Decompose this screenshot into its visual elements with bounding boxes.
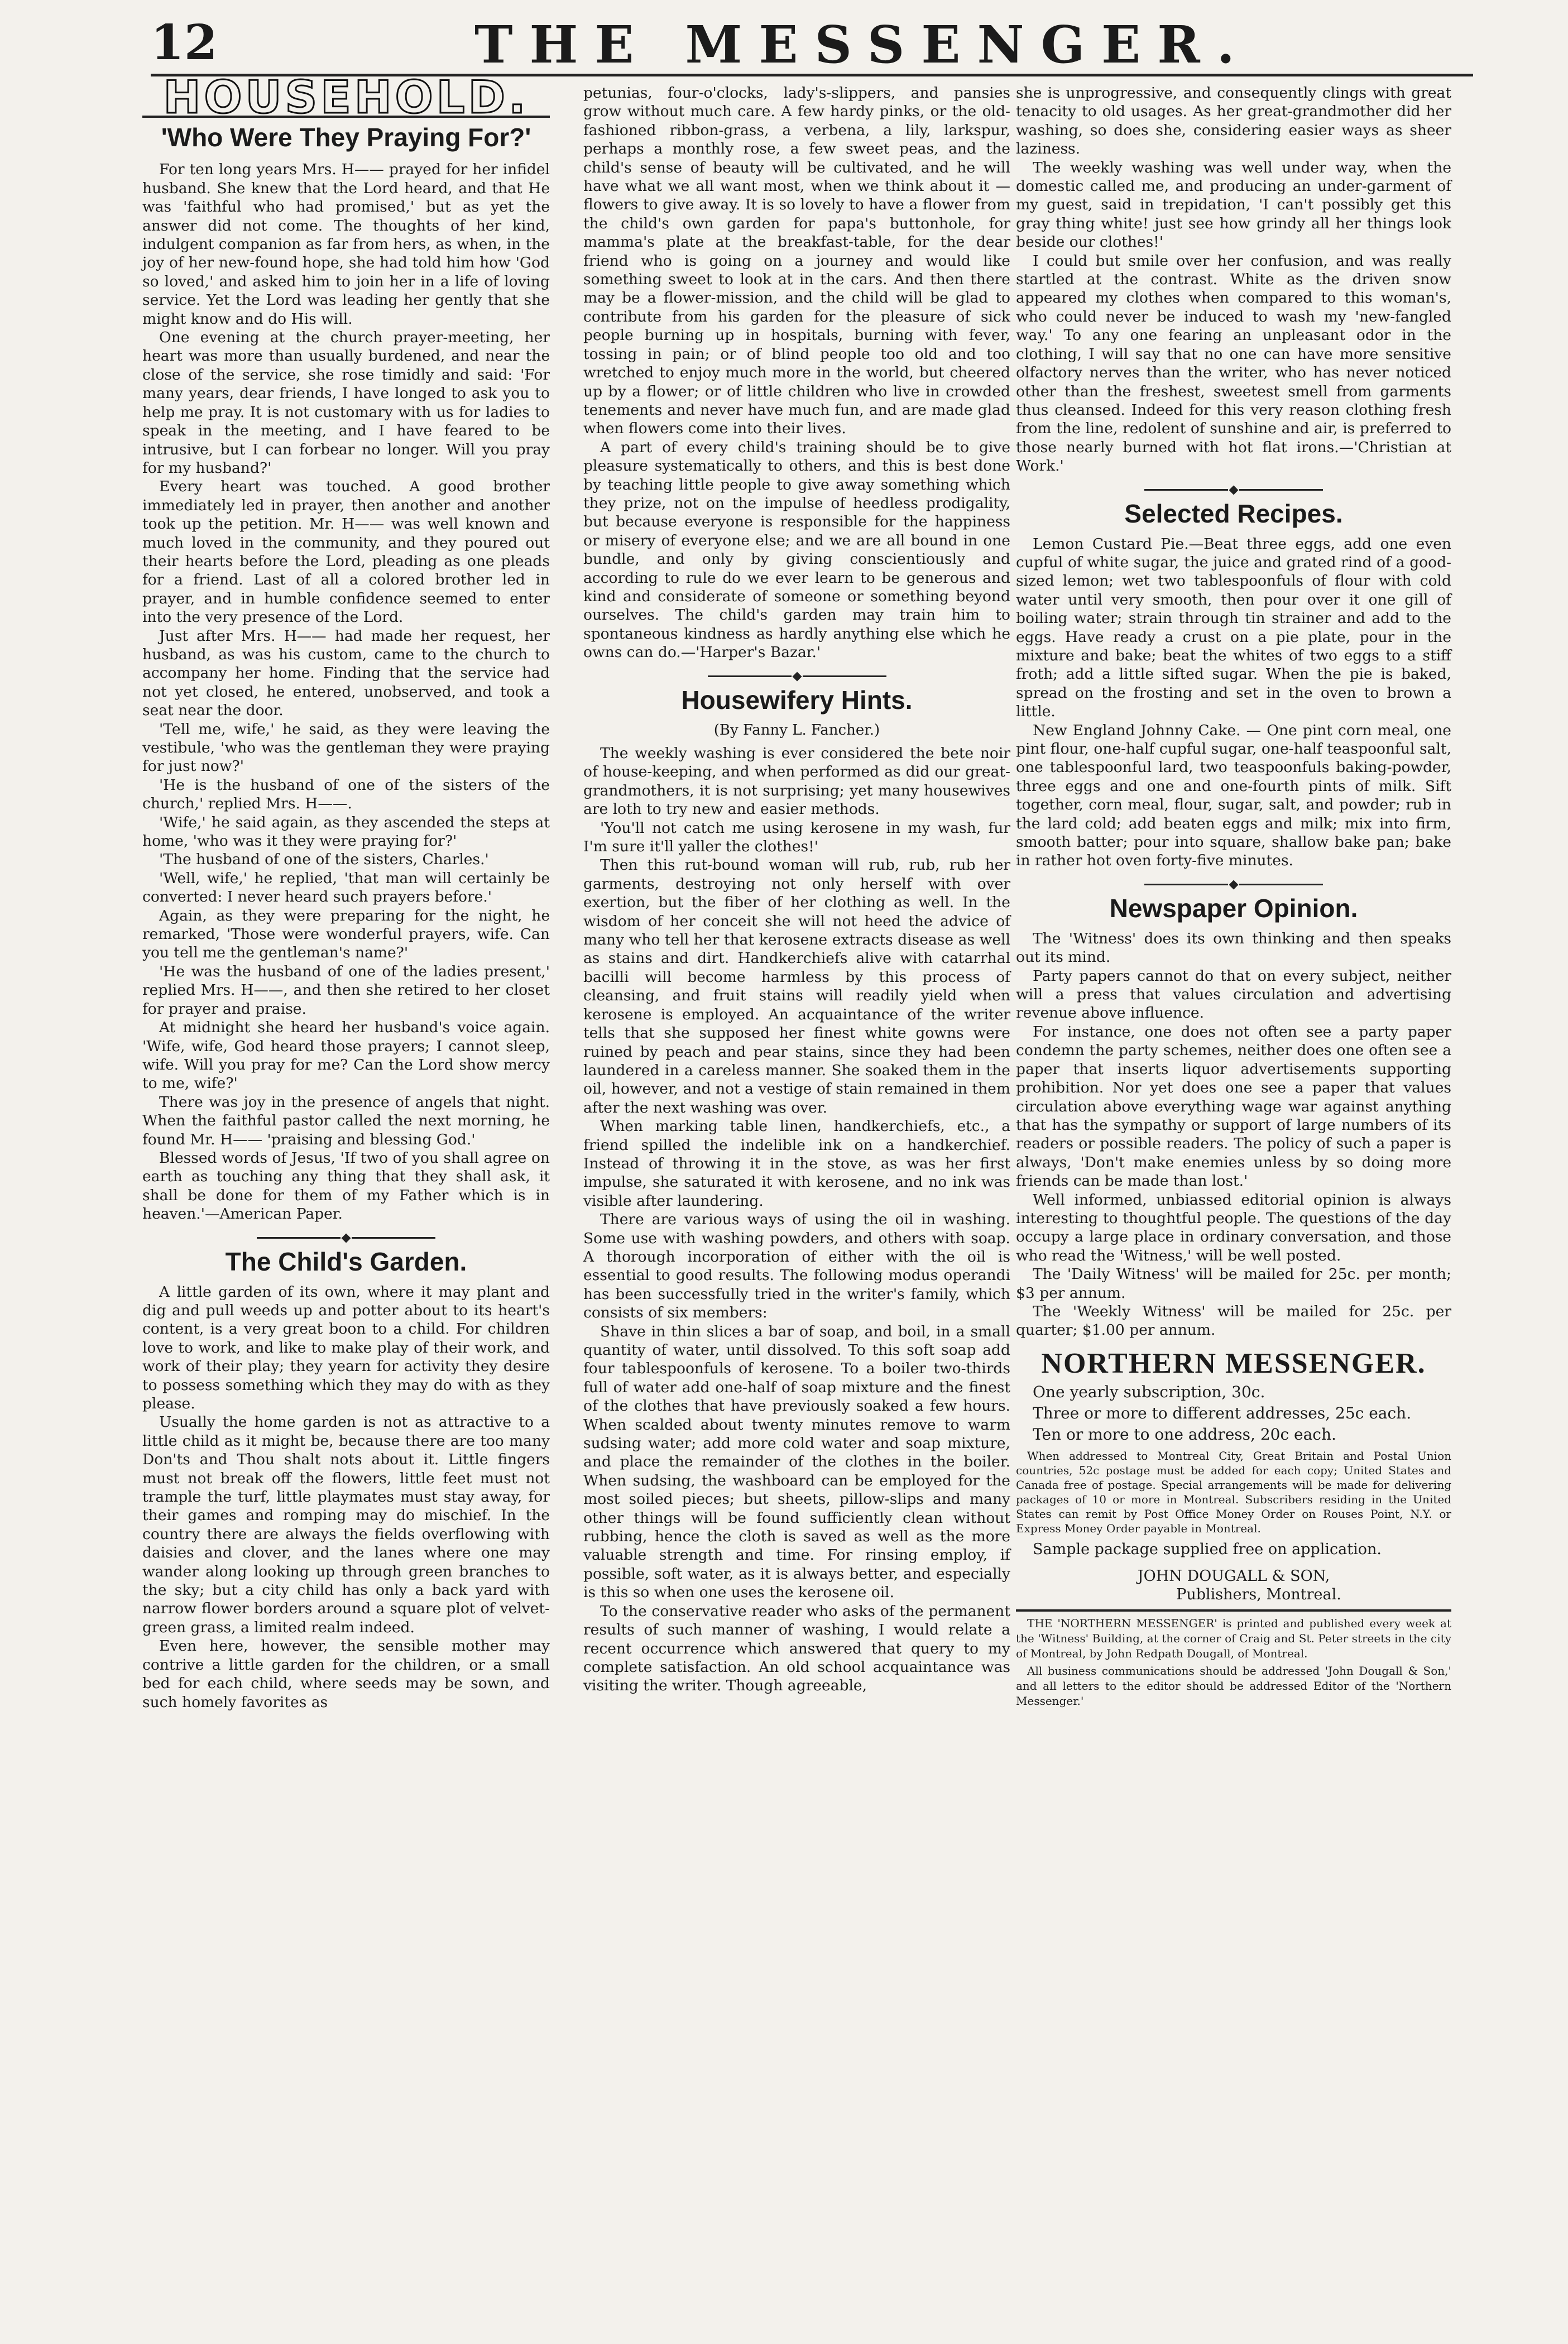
masthead (151, 10, 1473, 75)
postage-notice: When addressed to Montreal City, Great Britain and Postal Union countries, 52c postage must be added for each copy; United States and Canada free of postage. Special arrangements will be made for delivering packages of 10 or more in Montreal. Subscribers residing in the United States can remit by Post Office Money Order on Rouses Point, N.Y. or Express Money Order payable in Montreal. (1016, 1449, 1451, 1536)
divider-ornament (583, 667, 1010, 675)
paragraph: Just after Mrs. H—— had made her request, her husband, as was his custom, came to the church to accompany her home. Finding that the service had not yet closed, he entered, unobserved, and took a seat near the door. (142, 627, 550, 720)
paragraph: A little garden of its own, where it may plant and dig and pull weeds up and potter about to its heart's content, is a very great boon to a child. For children love to work, and like to make play of their work, and work of their play; they yearn for activity they desire to possess something which they may do with as they please. (142, 1283, 550, 1412)
paragraph: For instance, one does not often see a party paper condemn the party schemes, neither does one often see a paper that inserts liquor advertisements supporting prohibition. Nor yet does one see a paper that values circulation above everything wage war against anything that has the sympathy or support of large numbers of its readers or possible readers. The policy of such a paper is always, 'Don't make enemies unless by so doing more friends can be made than lost.' (1016, 1023, 1451, 1190)
paragraph: At midnight she heard her husband's voice again. 'Wife, wife, God heard those prayers; I cannot sleep, wife. Will you pray for me? Can the Lord show mercy to me, wife?' (142, 1019, 550, 1092)
paragraph: 'Well, wife,' he replied, 'that man will certainly be converted: I never heard such prayers before.' (142, 869, 550, 906)
article-body (1016, 535, 1451, 870)
page-number: 12 (151, 15, 218, 71)
paragraph: Again, as they were preparing for the night, he remarked, 'Those were wonderful prayers, wife. Can you tell me the gentleman's name?' (142, 907, 550, 962)
rate-line: Ten or more to one address, 20c each. (1033, 1425, 1336, 1444)
paragraph: A part of every child's training should be to give pleasure systematically to others, and this is best done by teaching little people to give away something which they prize, not on the impulse of heedless prodigality, but because everyone is responsible for the happiness or misery of everyone else; and we are all bound in one bundle, and only by giving conscientiously and according to rule do we ever learn to be generous and kind and considerate of someone or something beyond ourselves. The child's garden may train him to spontaneous kindness as hardly anything else which he owns can do.—'Harper's Bazar.' (583, 438, 1010, 662)
paragraph: When marking table linen, handkerchiefs, etc., a friend spilled the indelible ink on a handkerchief. Instead of throwing it in the stove, as was her first impulse, she saturated it with kerosene, and no ink was visible after laundering. (583, 1118, 1010, 1210)
article-body (142, 1283, 550, 1712)
rate-line: Three or more to different addresses, 25c each. (1033, 1404, 1412, 1423)
divider-ornament (1016, 480, 1451, 489)
paragraph: Even here, however, the sensible mother may contrive a little garden for the children, or a small bed for each child, where seeds may be sown, and such homely favorites as (142, 1637, 550, 1711)
paragraph: 'You'll not catch me using kerosene in my wash, fur I'm sure it'll yaller the clothes!' (583, 819, 1010, 856)
paragraph: The weekly washing is ever considered the bete noir of house-keeping, and when performed as did our great-grandmothers, it is not surprising; yet many housewives are loth to try new and easier methods. (583, 745, 1010, 818)
paragraph: 'Wife,' he said again, as they ascended the steps at home, 'who was it they were praying for?' (142, 813, 550, 850)
paragraph: 'He was the husband of one of the ladies present,' replied Mrs. H——, and then she retired to her closet for prayer and praise. (142, 962, 550, 1018)
imprint-rule (1016, 1609, 1451, 1612)
imprint-notice: THE 'NORTHERN MESSENGER' is printed and published every week at the 'Witness' Building, at the corner of Craig and St. Peter streets in the city of Montreal, by John Redpath Dougall, of Montreal. (1016, 1617, 1451, 1661)
paragraph: Party papers cannot do that on every subject, neither will a press that values circulation and advertising revenue above influence. (1016, 967, 1451, 1022)
paragraph: 'He is the husband of one of the sisters of the church,' replied Mrs. H——. (142, 776, 550, 813)
masthead-title: THE MESSENGER. (474, 15, 1251, 75)
article-title: Newspaper Opinion. (1109, 893, 1358, 923)
article-byline: (By Fanny L. Fancher.) (713, 721, 880, 739)
sample-notice: Sample package supplied free on application. (1033, 1541, 1382, 1559)
article-body (142, 160, 550, 1223)
paragraph: Blessed words of Jesus, 'If two of you shall agree on earth as touching any thing that they shall ask, it shall be done for them of my Father which is in heaven.'—American Paper. (142, 1149, 550, 1223)
business-notice: All business communications should be addressed 'John Dougall & Son,' and all letters to the editor should be addressed Editor of the 'Northern Messenger.' (1016, 1664, 1451, 1708)
paragraph: The 'Witness' does its own thinking and then speaks out its mind. (1016, 929, 1451, 966)
paragraph: There was joy in the presence of angels that night. When the faithful pastor called the next morning, he found Mr. H—— 'praising and blessing God.' (142, 1093, 550, 1148)
paragraph: I could but smile over her confusion, and was really startled at the contrast. White as the driven snow appeared my clothes when compared to this woman's, who could never be induced to wash my 'new-fangled way.' To any one fearing an unpleasant odor in the clothing, I will say that no one can have more sensitive olfactory nerves than the writer, who has never noticed other than the freshest, sweetest smell from garments thus cleansed. Indeed for this very reason clothing fresh from the line, redolent of sunshine and air, is preferred to those nearly burned with hot flat irons.—'Christian at Work.' (1016, 252, 1451, 475)
paragraph: One evening at the church prayer-meeting, her heart was more than usually burdened, and near the close of the service, she rose timidly and said: 'For many years, dear friends, I have longed to ask you to help me pray. It is not customary with us for ladies to speak in the meeting, and I have feared to be intrusive, but I can forbear no longer. Will you pray for my husband?' (142, 329, 550, 477)
paragraph: Well informed, unbiassed editorial opinion is always interesting to thoughtful people. The questions of the day occupy a large place in ordinary conversation, and those who read the 'Witness,' will be well posted. (1016, 1191, 1451, 1264)
article-body (1016, 929, 1451, 1340)
section-title: HOUSEHOLD. (163, 71, 529, 123)
northern-messenger-title: NORTHERN MESSENGER. (1041, 1347, 1426, 1379)
paragraph: The weekly washing was well under way, when the domestic called me, and producing an under-garment of my guest, said in trepidation, 'I can't possibly get this gray thing white! just see how grindy all her things look beside our clothes!' (1016, 159, 1451, 251)
paragraph: To the conservative reader who asks of the permanent results of such manner of washing, I would relate a recent occurrence which answered that query to my complete satisfaction. An old school acquaintance was visiting the writer. Though agreeable, (583, 1602, 1010, 1695)
paragraph: New England Johnny Cake. — One pint corn meal, one pint flour, one-half cupful sugar, one-half teaspoonful salt, one tablespoonful lard, two teaspoonfuls baking-powder, three eggs and one and one-fourth pints of milk. Sift together, corn meal, flour, sugar, salt, and powder; rub in the lard cold; add beaten eggs and milk; mix into firm, smooth batter; pour into square, shallow bake pan; bake in rather hot oven forty-five minutes. (1016, 721, 1451, 870)
article-title: Selected Recipes. (1124, 498, 1343, 528)
column-2 (583, 84, 1010, 1695)
paragraph: There are various ways of using the oil in washing. Some use with washing powders, and others with soap. A thorough incorporation of either with the oil is essential to good results. The following modus operandi has been successfully tried in the writer's family, which consists of six members: (583, 1211, 1010, 1322)
paragraph: Lemon Custard Pie.—Beat three eggs, add one even cupful of white sugar, the juice and grated rind of a good-sized lemon; wet two tablespoonfuls of flour with cold water until very smooth, then pour over it one gill of boiling water; strain through tin strainer and add to the eggs. Have ready a crust on a pie plate, pour in the mixture and bake; beat the whites of two eggs to a stiff froth; add a little sifted sugar. When the pie is baked, spread on the frosting and set in the oven to brown a little. (1016, 535, 1451, 721)
publisher-line: Publishers, Montreal. (1176, 1586, 1341, 1604)
paragraph: For ten long years Mrs. H—— prayed for her infidel husband. She knew that the Lord heard, and that He was 'faithful who had promised,' but as yet the answer did not come. The thoughts of her kind, indulgent companion as far from hers, as when, in the joy of her new-found hope, she had told him how 'God so loved,' and asked him to join her in a life of loving service. Yet the Lord was leading her gently that she might know and do His will. (142, 161, 550, 328)
subscription-rates (1016, 1382, 1451, 1445)
paragraph: Shave in thin slices a bar of soap, and boil, in a small quantity of water, until dissolved. To this soft soap add four tablespoonfuls of kerosene. To a boiler two-thirds full of water add one-half of soap mixture and the finest of the clothes that have previously soaked a few hours. When scalded about twenty minutes remove to warm sudsing water; add more cold water and soap mixture, and place the remainder of the clothes in the boiler. When sudsing, the washboard can be employed for the most soiled pieces; but sheets, pillow-slips and many other things will be found sufficiently clean without rubbing, hence the cloth is saved as well as the more valuable strength and time. For rinsing employ, if possible, soft water, as it is always better, and especially is this so when one uses the kerosene oil. (583, 1322, 1010, 1602)
divider-ornament (1016, 875, 1451, 884)
article-title: 'Who Were They Praying For?' (161, 123, 531, 152)
divider-ornament (142, 1228, 550, 1237)
rate-line: One yearly subscription, 30c. (1033, 1383, 1265, 1402)
paragraph: Usually the home garden is not as attractive to a little child as it might be, because there are too many Don'ts and Thou shalt nots about it. Little fingers must not break off the flowers, little feet must not trample the turf, little playmates must stay away, for their games and romping may do mischief. In the country there are always the fields overflowing with daisies and clover, and the lanes where one may wander along looking up through green branches to the sky; but a city child has only a back yard with narrow flower borders around a square plot of velvet-green grass, a limited realm indeed. (142, 1413, 550, 1636)
paragraph: The 'Weekly Witness' will be mailed for 25c. per quarter; $1.00 per annum. (1016, 1302, 1451, 1339)
paragraph: Every heart was touched. A good brother immediately led in prayer, then another and another took up the petition. Mr. H—— was well known and much loved in the community, and they poured out their hearts before the Lord, pleading as one pleads for a friend. Last of all a colored brother led in prayer, and in humble confidence seemed to enter into the very presence of the Lord. (142, 478, 550, 626)
article-title: The Child's Garden. (225, 1247, 467, 1276)
publisher-name (1016, 1567, 1451, 1604)
article-body (583, 744, 1010, 1695)
paragraph: The 'Daily Witness' will be mailed for 25c. per month; $3 per annum. (1016, 1266, 1451, 1302)
article-body (1016, 84, 1451, 476)
article-body (583, 84, 1010, 662)
paragraph: 'The husband of one of the sisters, Charles.' (159, 851, 489, 869)
paragraph: she is unprogressive, and consequently clings with great tenacity to old usages. As her great-grandmother did her washing, so does she, considering easier ways as sheer laziness. (1016, 84, 1451, 158)
article-title: Housewifery Hints. (681, 685, 913, 715)
paragraph: 'Tell me, wife,' he said, as they were leaving the vestibule, 'who was the gentleman they were praying for just now?' (142, 720, 550, 775)
column-3 (1016, 84, 1451, 1709)
paragraph: Then this rut-bound woman will rub, rub, rub her garments, destroying not only herself with over exertion, but the fiber of her clothing as well. In the wisdom of her conceit she will not heed the advice of many who tell her that kerosene extracts disease as well as stains and dirt. Handkerchiefs alive with catarrhal bacilli will become harmless by this process of cleansing, and fruit stains will readily yield when kerosene is employed. An acquaintance of the writer tells that she supposed her finest white gowns were ruined by peach and pear stains, since they had been laundered in a careless manner. She soaked them in the oil, however, and not a vestige of stain remained in them after the next washing was over. (583, 856, 1010, 1116)
paragraph: petunias, four-o'clocks, lady's-slippers, and pansies grow without much care. A few hardy pinks, or the old-fashioned ribbon-grass, a verbena, a lily, larkspur, perhaps a monthly rose, a few sweet peas, and the child's sense of beauty will be cultivated, and he will have what we all want most, when we think about it — flowers to give away. It is so lovely to have a flower from the child's own garden for papa's buttonhole, for mamma's plate at the breakfast-table, for the dear friend who is going on a journey and would like something sweet to look at in the cars. And then there may be a flower-mission, and the child will be glad to contribute from his garden for the pleasure of sick people burning up in hospitals, burning with fever, tossing in pain; or of blind people too old and too wretched to enjoy much more in the world, but cheered up by a flower; or of little children who live in crowded tenements and never have much fun, and are made glad when flowers come into their lives. (583, 84, 1010, 438)
publisher-line: JOHN DOUGALL & SON, (1137, 1568, 1330, 1585)
column-1 (142, 71, 550, 1712)
